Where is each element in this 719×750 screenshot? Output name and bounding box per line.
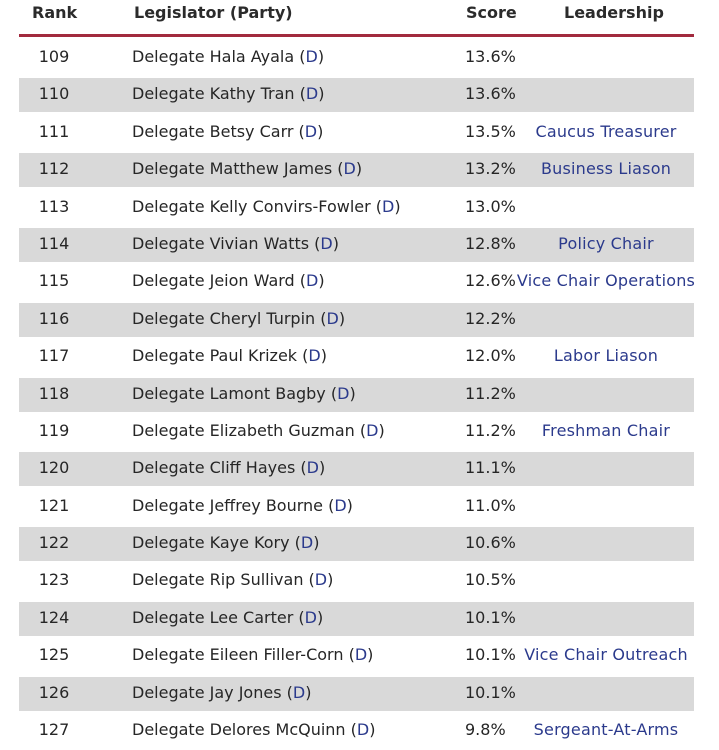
table-row [0,523,719,560]
rank-cell: 125 [38,645,70,665]
legislator-cell: Delegate Vivian Watts (D) [132,233,339,253]
header-leadership: Leadership [564,3,664,22]
leadership-cell: Vice Chair Outreach [524,645,688,665]
score-cell: 13.2% [465,159,516,179]
score-cell: 10.1% [465,645,516,665]
table-row [0,224,719,261]
party-label: D [306,271,319,291]
score-cell: 10.1% [465,607,516,627]
legislator-name: Delegate Vivian Watts [132,233,310,253]
rank-cell: 124 [38,607,70,627]
party-label: D [304,607,317,627]
legislator-cell: Delegate Hala Ayala (D) [132,47,325,66]
table-header [0,0,719,34]
legislator-name: Delegate Paul Krizek [132,346,298,366]
party-label: D [366,420,379,440]
score-cell: 10.5% [465,570,516,590]
rank-cell: 120 [38,458,70,478]
party-label: D [382,196,395,216]
legislator-cell: Delegate Delores McQuinn (D) [132,720,376,740]
table-row [0,299,719,336]
score-cell: 10.1% [465,682,516,702]
table-row [0,486,719,523]
row-background [19,41,694,75]
table-row [0,598,719,635]
leadership-cell: Labor Liason [553,346,659,366]
legislator-name: Delegate Matthew James [132,159,333,179]
legislator-cell: Delegate Rip Sullivan (D) [132,570,334,590]
leadership-cell: Vice Chair Operations [516,271,696,291]
legislator-name: Delegate Lamont Bagby [132,383,326,403]
row-background [19,303,694,337]
legislator-cell: Delegate Jeffrey Bourne (D) [132,495,353,515]
rank-cell: 117 [38,346,70,366]
header-score: Score [466,3,517,22]
legislator-name: Delegate Betsy Carr [132,121,294,141]
legislator-name: Delegate Eileen Filler-Corn [132,645,344,665]
table-row [0,411,719,448]
score-cell: 13.6% [465,47,516,66]
legislator-cell: Delegate Kelly Convirs-Fowler (D) [132,196,401,216]
table-body [0,37,719,747]
party-label: D [356,720,370,740]
row-background [19,564,694,598]
row-background [19,490,694,524]
score-cell: 10.6% [465,533,516,553]
legislator-cell: Delegate Jay Jones (D) [132,682,312,702]
legislator-cell: Delegate Betsy Carr (D) [132,121,324,141]
score-cell: 11.0% [465,495,516,515]
rank-cell: 127 [38,720,70,740]
rank-cell: 118 [38,383,70,403]
legislator-cell: Delegate Cliff Hayes (D) [132,458,326,478]
legislator-name: Delegate Lee Carter [132,607,294,627]
table-row [0,635,719,672]
table-row [0,673,719,710]
party-label: D [305,84,319,104]
table-row [0,149,719,186]
rank-cell: 109 [38,47,70,66]
legislator-cell: Delegate Lee Carter (D) [132,607,324,627]
legislator-name: Delegate Cheryl Turpin [132,308,316,328]
party-label: D [300,533,314,553]
party-label: D [292,682,306,702]
table-row [0,710,719,747]
legislator-cell: Delegate Matthew James (D) [132,159,363,179]
row-background [19,677,694,711]
legislator-name: Delegate Delores McQuinn [132,720,346,740]
party-label: D [314,570,328,590]
rank-cell: 113 [38,196,70,216]
leadership-cell: Sergeant-At-Arms [533,720,679,740]
legislator-cell: Delegate Kathy Tran (D) [132,84,325,104]
legislator-name: Delegate Elizabeth Guzman [132,420,355,440]
rank-cell: 121 [38,495,70,515]
rank-cell: 119 [38,420,70,440]
rank-cell: 112 [38,159,70,179]
party-label: D [354,645,368,665]
party-label: D [343,159,356,179]
score-cell: 12.0% [465,346,516,366]
legislator-name: Delegate Kaye Kory [132,533,290,553]
party-label: D [326,308,339,328]
legislator-cell: Delegate Cheryl Turpin (D) [132,308,346,328]
table-row [0,374,719,411]
leadership-cell: Business Liason [540,159,672,179]
legislator-name: Delegate Jeffrey Bourne [132,495,324,515]
legislator-cell: Delegate Paul Krizek (D) [132,346,327,366]
score-cell: 11.1% [465,458,516,478]
leadership-cell: Caucus Treasurer [535,121,677,141]
legislator-name: Delegate Cliff Hayes [132,458,296,478]
table-row [0,187,719,224]
score-cell: 12.6% [465,271,516,291]
rank-cell: 114 [38,233,70,253]
rank-cell: 115 [38,271,70,291]
score-cell: 13.6% [465,84,516,104]
rank-cell: 110 [38,84,70,104]
party-label: D [305,47,318,66]
legislator-cell: Delegate Elizabeth Guzman (D) [132,420,385,440]
table-row [0,37,719,74]
party-label: D [304,121,318,141]
row-background [19,452,694,486]
rank-cell: 122 [38,533,70,553]
score-cell: 12.8% [465,233,516,253]
score-cell: 11.2% [465,420,516,440]
table-row [0,261,719,298]
row-background [19,527,694,561]
score-cell: 9.8% [465,720,506,740]
header-rank: Rank [32,3,78,22]
legislator-cell: Delegate Eileen Filler-Corn (D) [132,645,374,665]
table-row [0,336,719,373]
leadership-cell: Freshman Chair [541,420,671,440]
legislator-cell: Delegate Kaye Kory (D) [132,533,320,553]
party-label: D [334,495,347,515]
table-row [0,74,719,111]
score-cell: 13.5% [465,121,516,141]
rank-cell: 123 [38,570,70,590]
party-label: D [337,383,350,403]
party-label: D [306,458,319,478]
table-row [0,112,719,149]
legislator-cell: Delegate Lamont Bagby (D) [132,383,356,403]
legislator-name: Delegate Jeion Ward [132,271,295,291]
rank-cell: 116 [38,308,70,328]
score-cell: 11.2% [465,383,516,403]
leadership-cell: Policy Chair [558,233,654,253]
legislator-name: Delegate Jay Jones [132,682,282,702]
header-legislator: Legislator (Party) [134,3,293,22]
table-row [0,448,719,485]
rank-cell: 111 [38,121,70,141]
legislator-name: Delegate Kathy Tran [132,84,295,104]
legislator-cell: Delegate Jeion Ward (D) [132,271,325,291]
legislator-name: Delegate Rip Sullivan [132,570,304,590]
party-label: D [308,346,321,366]
row-background [19,78,694,112]
party-label: D [320,233,333,253]
table-row [0,560,719,597]
legislator-name: Delegate Hala Ayala [132,47,295,66]
row-background [19,378,694,412]
legislator-name: Delegate Kelly Convirs-Fowler [132,196,371,216]
rank-cell: 126 [38,682,70,702]
score-cell: 13.0% [465,196,516,216]
score-cell: 12.2% [465,308,516,328]
row-background [19,602,694,636]
